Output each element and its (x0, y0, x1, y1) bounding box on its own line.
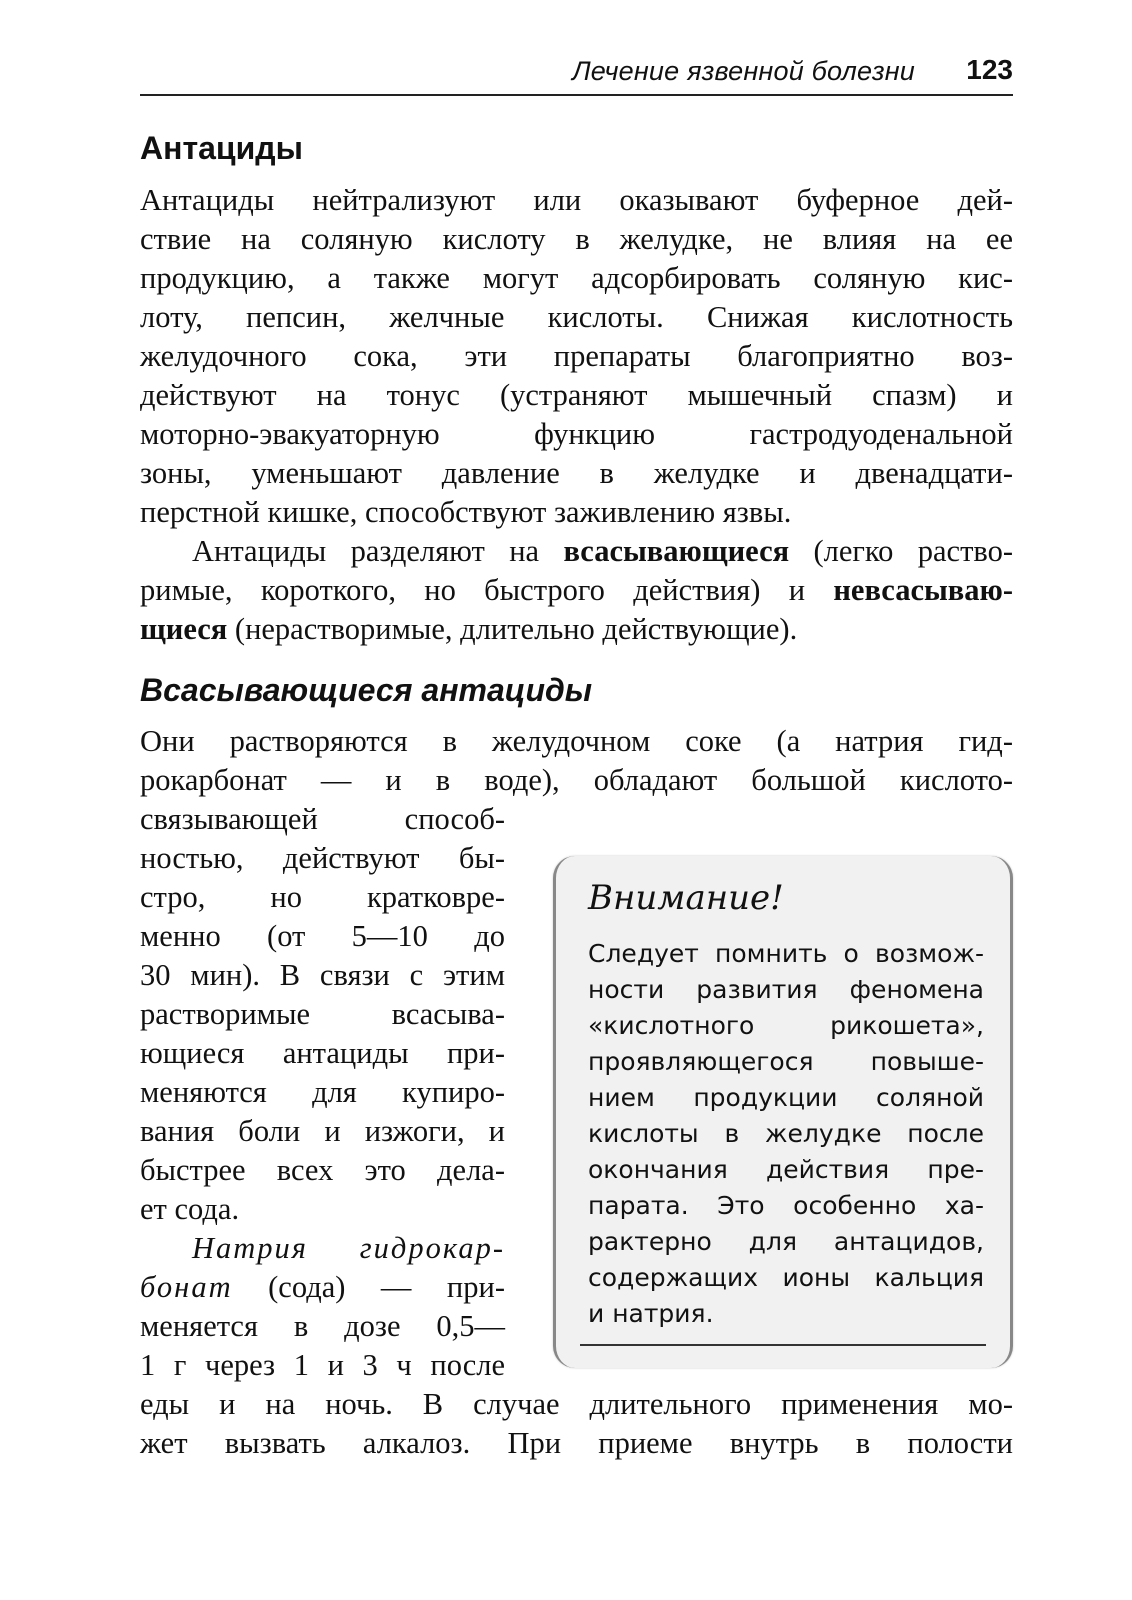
note-line: и натрия. (588, 1299, 714, 1328)
paragraph-line: ствие на соляную кислоту в желудке, не влияя на ее (140, 222, 1013, 256)
text-run: римые, короткого, но быстрого действия) и (140, 573, 834, 607)
section-heading-antacids: Антациды (140, 130, 303, 166)
paragraph-line: жет вызвать алкалоз. При приеме внутрь в полости (140, 1426, 1013, 1460)
note-line: ности развития феномена (588, 975, 984, 1004)
text-run: Антациды разделяют на (192, 534, 564, 568)
paragraph-line: менно (от 5—10 до (140, 919, 505, 953)
section-heading-absorbable-antacids: Всасывающиеся антациды (140, 672, 593, 708)
paragraph-line: лоту, пепсин, желчные кислоты. Снижая кислотность (140, 300, 1013, 334)
paragraph-line: Антациды нейтрализуют или оказывают буферное дей- (140, 183, 1013, 217)
text-run: (нерастворимые, длительно действующие). (227, 612, 798, 646)
attention-title: Внимание! (588, 878, 784, 918)
paragraph-line: желудочного сока, эти препараты благоприятно воз- (140, 339, 1013, 373)
paragraph-line (140, 610, 1013, 648)
paragraph-line: связывающей способ- (140, 802, 505, 836)
paragraph-line: растворимые всасыва- (140, 997, 505, 1031)
paragraph-line: еды и на ночь. В случае длительного применения мо- (140, 1387, 1013, 1421)
note-line: нием продукции соляной (588, 1083, 984, 1112)
attention-note-box (553, 856, 1013, 1368)
paragraph-line (140, 571, 1013, 609)
bold-term: невсасываю- (833, 573, 1013, 607)
note-line: проявляющегося повыше- (588, 1047, 984, 1076)
paragraph-line: рокарбонат — и в воде), обладают большой кислото- (140, 763, 1013, 797)
paragraph-line: вания боли и изжоги, и (140, 1114, 505, 1148)
paragraph-line: моторно-эвакуаторную функцию гастродуоденальной (140, 417, 1013, 451)
note-line: Следует помнить о возмож- (588, 939, 984, 968)
note-line: окончания действия пре- (588, 1155, 984, 1184)
bold-term: всасывающиеся (563, 534, 790, 568)
paragraph-line: действуют на тонус (устраняют мышечный спазм) и (140, 378, 1013, 412)
italic-term: Натрия гидрокар- (192, 1231, 505, 1265)
paragraph-line: Они растворяются в желудочном соке (а натрия гид- (140, 724, 1013, 758)
text-run: (легко раство- (789, 534, 1013, 568)
paragraph-line: 1 г через 1 и 3 ч после (140, 1348, 505, 1382)
note-line: рактерно для антацидов, (588, 1227, 984, 1256)
running-header-title: Лечение язвенной болезни (572, 56, 915, 86)
paragraph-line (140, 1229, 505, 1267)
paragraph-line (140, 1268, 505, 1306)
paragraph-line: 30 мин). В связи с этим (140, 958, 505, 992)
bold-term: щиеся (140, 612, 228, 646)
note-bottom-rule (580, 1344, 986, 1346)
paragraph-line: продукцию, а также могут адсорбировать соляную кис- (140, 261, 1013, 295)
note-line: содержащих ионы кальция (588, 1263, 984, 1292)
note-line: кислоты в желудке после (588, 1119, 984, 1148)
paragraph-line: зоны, уменьшают давление в желудке и двенадцати- (140, 456, 1013, 490)
paragraph-line: ющиеся антациды при- (140, 1036, 505, 1070)
text-run: (сода) — при- (232, 1270, 505, 1304)
paragraph-line: перстной кишке, способствуют заживлению язвы. (140, 495, 792, 529)
italic-term: бонат (140, 1270, 233, 1304)
paragraph-line: быстрее всех это дела- (140, 1153, 505, 1187)
paragraph-line: ет сода. (140, 1192, 240, 1226)
running-header (140, 52, 1013, 96)
paragraph-line: стро, но кратковре- (140, 880, 505, 914)
note-line: «кислотного рикошета», (588, 1011, 984, 1040)
paragraph-line: ностью, действуют бы- (140, 841, 505, 875)
page-number: 123 (966, 54, 1013, 85)
paragraph-line: меняется в дозе 0,5— (140, 1309, 505, 1343)
paragraph-line: меняются для купиро- (140, 1075, 505, 1109)
paragraph-line (140, 532, 1013, 570)
note-line: парата. Это особенно ха- (588, 1191, 984, 1220)
